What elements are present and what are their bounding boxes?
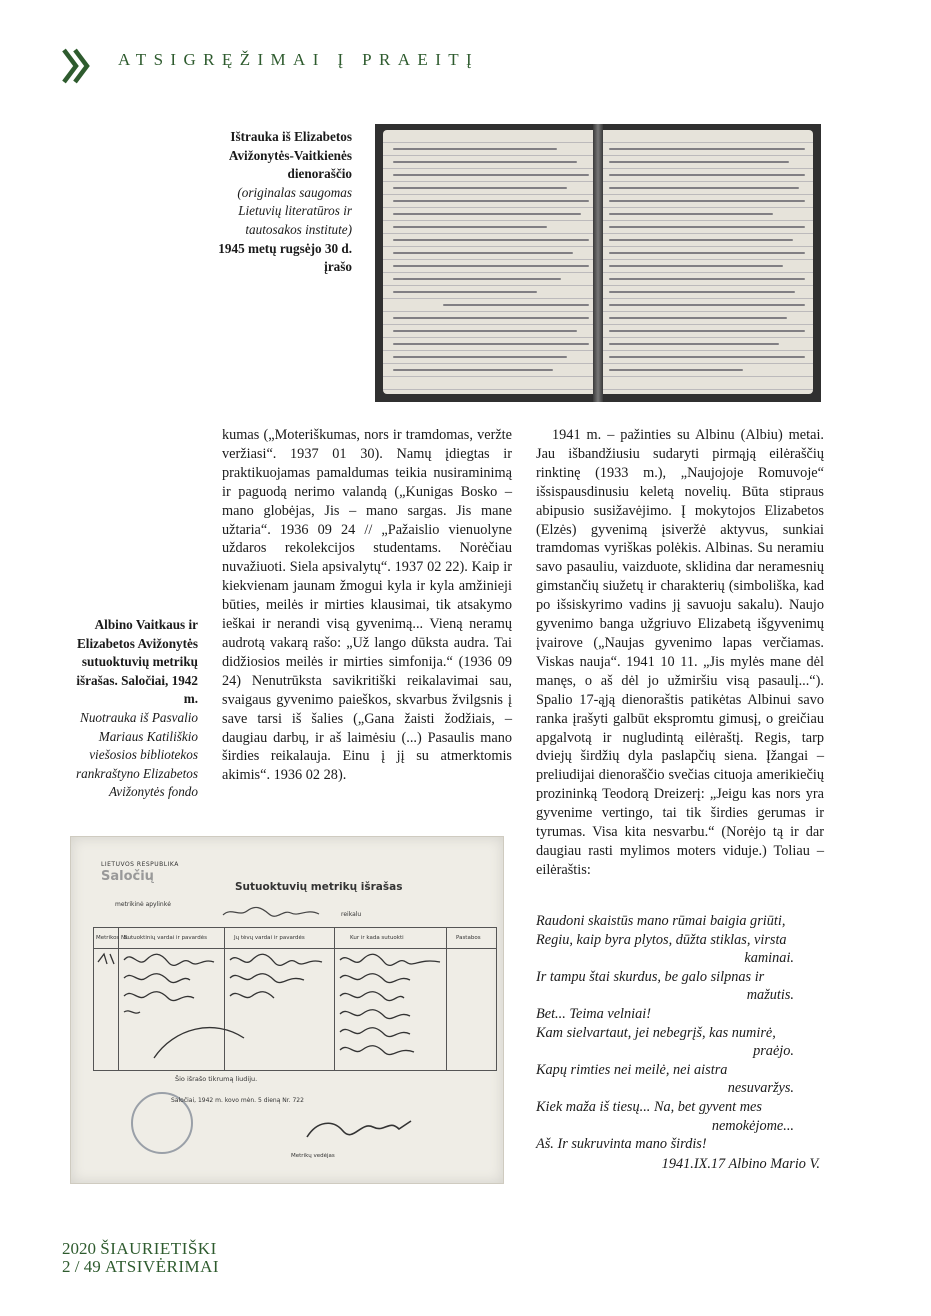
poem-line-continuation: mažutis. [746, 987, 794, 1004]
certificate-caption-source: Nuotrauka iš Pasvalio Mariaus Katiliškio viešosios bibliotekos rankraštyno Elizabetos Avižonytės fondo [76, 709, 198, 800]
footer-journal-2: ATSIVĖRIMAI [104, 1257, 220, 1276]
double-chevron-icon [62, 46, 92, 86]
certificate-caption-title: Albino Vaitkaus ir Elizabetos Avižonytės sutuoktuvių metrikų išrašas. Saločiai, 1942 m. [76, 617, 198, 707]
section-title: ATSIGRĘŽIMAI Į PRAEITĮ [118, 50, 480, 69]
poem-line-continuation: nesuvaržys. [727, 1080, 794, 1097]
footer-issue: 2 / 49 [62, 1257, 101, 1276]
column-header: Kur ir kada sutuokti [350, 935, 404, 941]
footer-line-1 [62, 1240, 217, 1258]
diary-caption-source: (originalas saugomas Lietuvių literatūros ir tautosakos institute) [237, 184, 352, 237]
footer-line-2 [62, 1258, 219, 1276]
poem-line: Kiek maža iš tiesų... Na, bet gyvent mes [536, 1098, 762, 1115]
signature-mark [71, 837, 503, 1183]
diary-caption-date: 1945 metų rugsėjo 30 d. įrašo [218, 240, 352, 275]
right-column-paragraph: 1941 m. – pažinties su Albinu (Albiu) metai. Jau išbandžiusiu sudaryti pirmąją eilėraščių rinktinę (1933 m.), „Naujojoje Romuvoje“ išsispausdinusiu keletą novelių. Būta stipraus abipusio susižavėjimo. Į mokytojos Elizabetos (Elzės) gyvenimą įsiveržė aktyvus, sunkiai tramdomas vyriškas polėkis. Albinas. Su neramiu savo pasauliu, vaizduote, sklidina dar neramesnių gimstančių siužetų ir charakterių (simboliška, kad po išsiskyrimo vadins jį savuoju sakalu). Naujo gyvenimo banga užgriuvo Elizabetą išgyvenimų įvairove („Naujas gyvenimo lapas verčiamas. Viskas nauja“. 1941 10 11. „Jis mylės mane dėl manęs, o aš dėl jo užmiršiu visą pasaulį...“). Spalio 17-ąją dienoraštis patikėtas Albinui savo ranka įrašyti galbūt ekspromtu gimusį, o greičiau apgalvotą ir nugludintą eilėraštį. Regis, tarp dviejų širdžių dyla paslapčių siena. Įžangai – preliudijai dienoraščio svečias cituoja amerikiečių prozininką Teodorą Dreizerį: „Jeigu kas nors yra gyvenime vertingo, tai tik širdies gerumas ir tyrumas. Visa kita nesvarbu.“ (Norėjo tą ir dar daugiau rasti mylimos moters viduje.) Toliau – eilėraštis: [536, 427, 824, 878]
diary-caption-title: Ištrauka iš Elizabetos Avižonytės-Vaitkienės dienoraščio [228, 129, 352, 182]
certificate-town: Saločių [101, 869, 154, 884]
column-header: Jų tėvų vardai ir pavardės [234, 935, 305, 941]
poem-line-continuation: kaminai. [744, 950, 794, 967]
right-column-text [536, 426, 824, 880]
poem-line: Kam sielvartaut, jei nebegrįš, kas numirė, [536, 1024, 776, 1041]
marriage-certificate-photo [70, 836, 504, 1184]
certificate-caption [62, 616, 198, 802]
column-header: Sutuoktinių vardai ir pavardės [124, 935, 207, 941]
certificate-reikalu: reikalu [341, 911, 362, 918]
certificate-registrar: Metrikų vedėjas [291, 1153, 335, 1159]
poem-line: Ir tampu štai skurdus, be galo silpnas ir [536, 968, 765, 985]
poem-signature: 1941.IX.17 Albino Mario V. [661, 1155, 820, 1172]
certificate-republic: LIETUVOS RESPUBLIKA [101, 861, 179, 868]
footer-year: 2020 [62, 1239, 96, 1258]
diary-right-page [599, 130, 813, 394]
poem-line: Kapų rimties nei meilė, nei aistra [536, 1061, 728, 1078]
diary-caption [216, 128, 352, 277]
poem-line: Aš. Ir sukruvinta mano širdis! [536, 1136, 707, 1153]
diary-left-page [383, 130, 597, 394]
diary-photo [375, 124, 821, 402]
column-header: Pastabos [456, 935, 481, 941]
certificate-title: Sutuoktuvių metrikų išrašas [235, 881, 403, 893]
column-header: Metrikos Nr. [96, 935, 129, 941]
poem-line-continuation: nemokėjome... [711, 1117, 794, 1134]
poem-line-continuation: praėjo. [753, 1043, 794, 1060]
poem [536, 912, 824, 1173]
certificate-apylinke: metrikinė apylinkė [115, 901, 171, 908]
certificate-attestation: Šio išrašo tikrumą liudiju. [175, 1075, 258, 1083]
poem-line: Regiu, kaip byra plytos, dūžta stiklas, virsta [536, 931, 787, 948]
certificate-place-date: Saločiai, 1942 m. kovo mėn. 5 dieną Nr. 722 [171, 1097, 304, 1104]
diary-gutter [593, 124, 603, 402]
left-column-text: kumas („Moteriškumas, nors ir tramdomas, veržte veržiasi“. 1937 01 30). Namų įdiegtas ir praktikuojamas pamaldumas teikia nusiraminimą ir paguodą nerimo valandą („Kunigas Bosko – mano globėjas, Jis – mano sargas. Jis mane užtaria“. 1936 09 24 // „Pažaislio vienuolyne uždaros rekolekcijos studentams. Norėčiau nuvažiuoti. Siela apsivalytų“. 1937 02 22). Kaip ir kiekvienam jaunam žmogui kyla ir kyla amžinieji būties, meilės ir mirties klausimai, tik atsakymo ieškai ir nerandi visą gyvenimą... Vieną neramų audrotą vakarą rašo: „Už lango dūksta audra. Tai didžiosios meilės ir mirties simfonija.“ (1936 09 24) Nenutrūksta savikritiški reikalavimai sau, svaigaus gyvenimo paieškos, skvarbus žvilgsnis į save tarsi iš šalies („Gana žaisti žodžiais, – daugiau darbų, ir aš laimėsiu (...) Pasaulis mano širdies reikalauja. Einu į jį su atmerktomis akimis“. 1936 02 28). [222, 427, 512, 784]
poem-line: Bet... Teima velniai! [536, 1005, 652, 1022]
poem-line: Raudoni skaistūs mano rūmai baigia griūti, [536, 913, 786, 929]
footer-journal-1: ŠIAURIETIŠKI [100, 1239, 217, 1258]
